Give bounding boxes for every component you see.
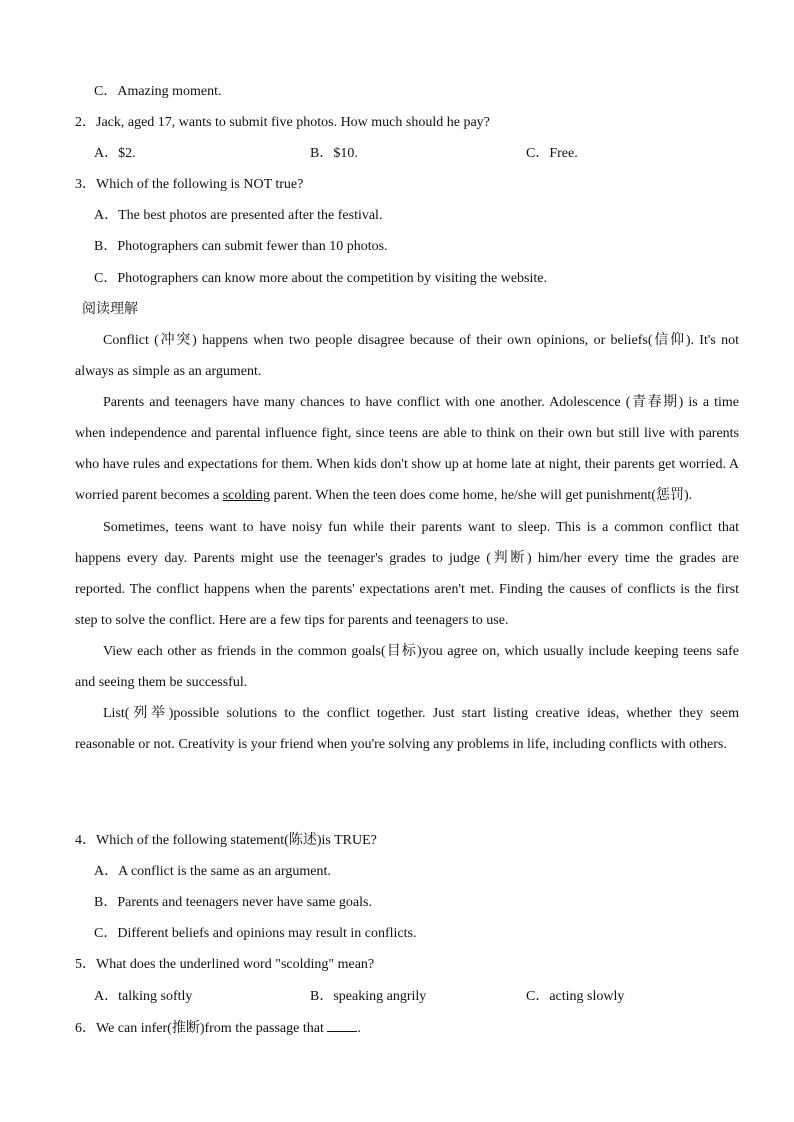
passage-paragraph-2: [75, 387, 739, 511]
q5-option-a: A．talking softly: [94, 989, 193, 1004]
q5-option-b: B．speaking angrily: [310, 989, 427, 1004]
passage-paragraph-2-part-2: parent. When the teen does come home, he/she will get punishment(惩罚).: [270, 488, 693, 504]
section-label: 阅读理解: [82, 302, 138, 317]
q4-option-a: A．A conflict is the same as an argument.: [94, 864, 331, 879]
q3-option-b: B．Photographers can submit fewer than 10 photos.: [94, 239, 388, 254]
q4-option-b: B．Parents and teenagers never have same goals.: [94, 895, 372, 910]
q6-stem-end: .: [357, 1021, 361, 1036]
q3-stem: 3．Which of the following is NOT true?: [75, 177, 304, 192]
q3-option-c: C．Photographers can know more about the competition by visiting the website.: [94, 271, 547, 286]
q2-stem: 2．Jack, aged 17, wants to submit five photos. How much should he pay?: [75, 115, 490, 130]
passage-paragraph-2-part-1: Parents and teenagers have many chances to have conflict with one another. Adolescence (青春期) is a time when independence and parental influence fight, since teens are able to think on their own but still live with parents who have rules and expectations for them. When kids don't show up at home late at night, their parents get worried. A worried parent becomes a: [75, 395, 739, 504]
q3-option-a: A．The best photos are presented after the festival.: [94, 208, 383, 223]
q4-option-c: C．Different beliefs and opinions may result in conflicts.: [94, 926, 417, 941]
underlined-word-scolding: scolding: [222, 488, 271, 504]
q4-stem: 4．Which of the following statement(陈述)is TRUE?: [75, 833, 377, 848]
answer-blank[interactable]: [327, 1019, 357, 1032]
q2-option-a: A．$2.: [94, 146, 136, 161]
passage-paragraph-1: Conflict (冲突) happens when two people disagree because of their own opinions, or beliefs(信仰). It's not always as simple as an argument.: [75, 333, 739, 380]
reading-passage: [75, 325, 739, 760]
q2-option-b: B．$10.: [310, 146, 358, 161]
passage-paragraph-5: List(列举)possible solutions to the conflict together. Just start listing creative ideas, whether they seem reasonable or not. Creativity is your friend when you're solving any problems in life, including conflicts with others.: [75, 706, 739, 753]
q6-stem: 6．We can infer(推断)from the passage that: [75, 1021, 324, 1036]
q5-option-c: C．acting slowly: [526, 989, 625, 1004]
q6-stem-line: [75, 1019, 361, 1038]
q1-option-c: C．Amazing moment.: [94, 84, 222, 99]
q5-stem: 5．What does the underlined word "scolding" mean?: [75, 957, 375, 972]
q2-option-c: C．Free.: [526, 146, 578, 161]
passage-paragraph-4: View each other as friends in the common goals(目标)you agree on, which usually include keeping teens safe and seeing them be successful.: [75, 643, 739, 691]
passage-paragraph-3: Sometimes, teens want to have noisy fun while their parents want to sleep. This is a common conflict that happens every day. Parents might use the teenager's grades to judge (判断) him/her every time the grades are reported. The conflict happens when the parents' expectations aren't met. Finding the causes of conflicts is the first step to solve the conflict. Here are a few tips for parents and teenagers to use.: [75, 519, 739, 628]
